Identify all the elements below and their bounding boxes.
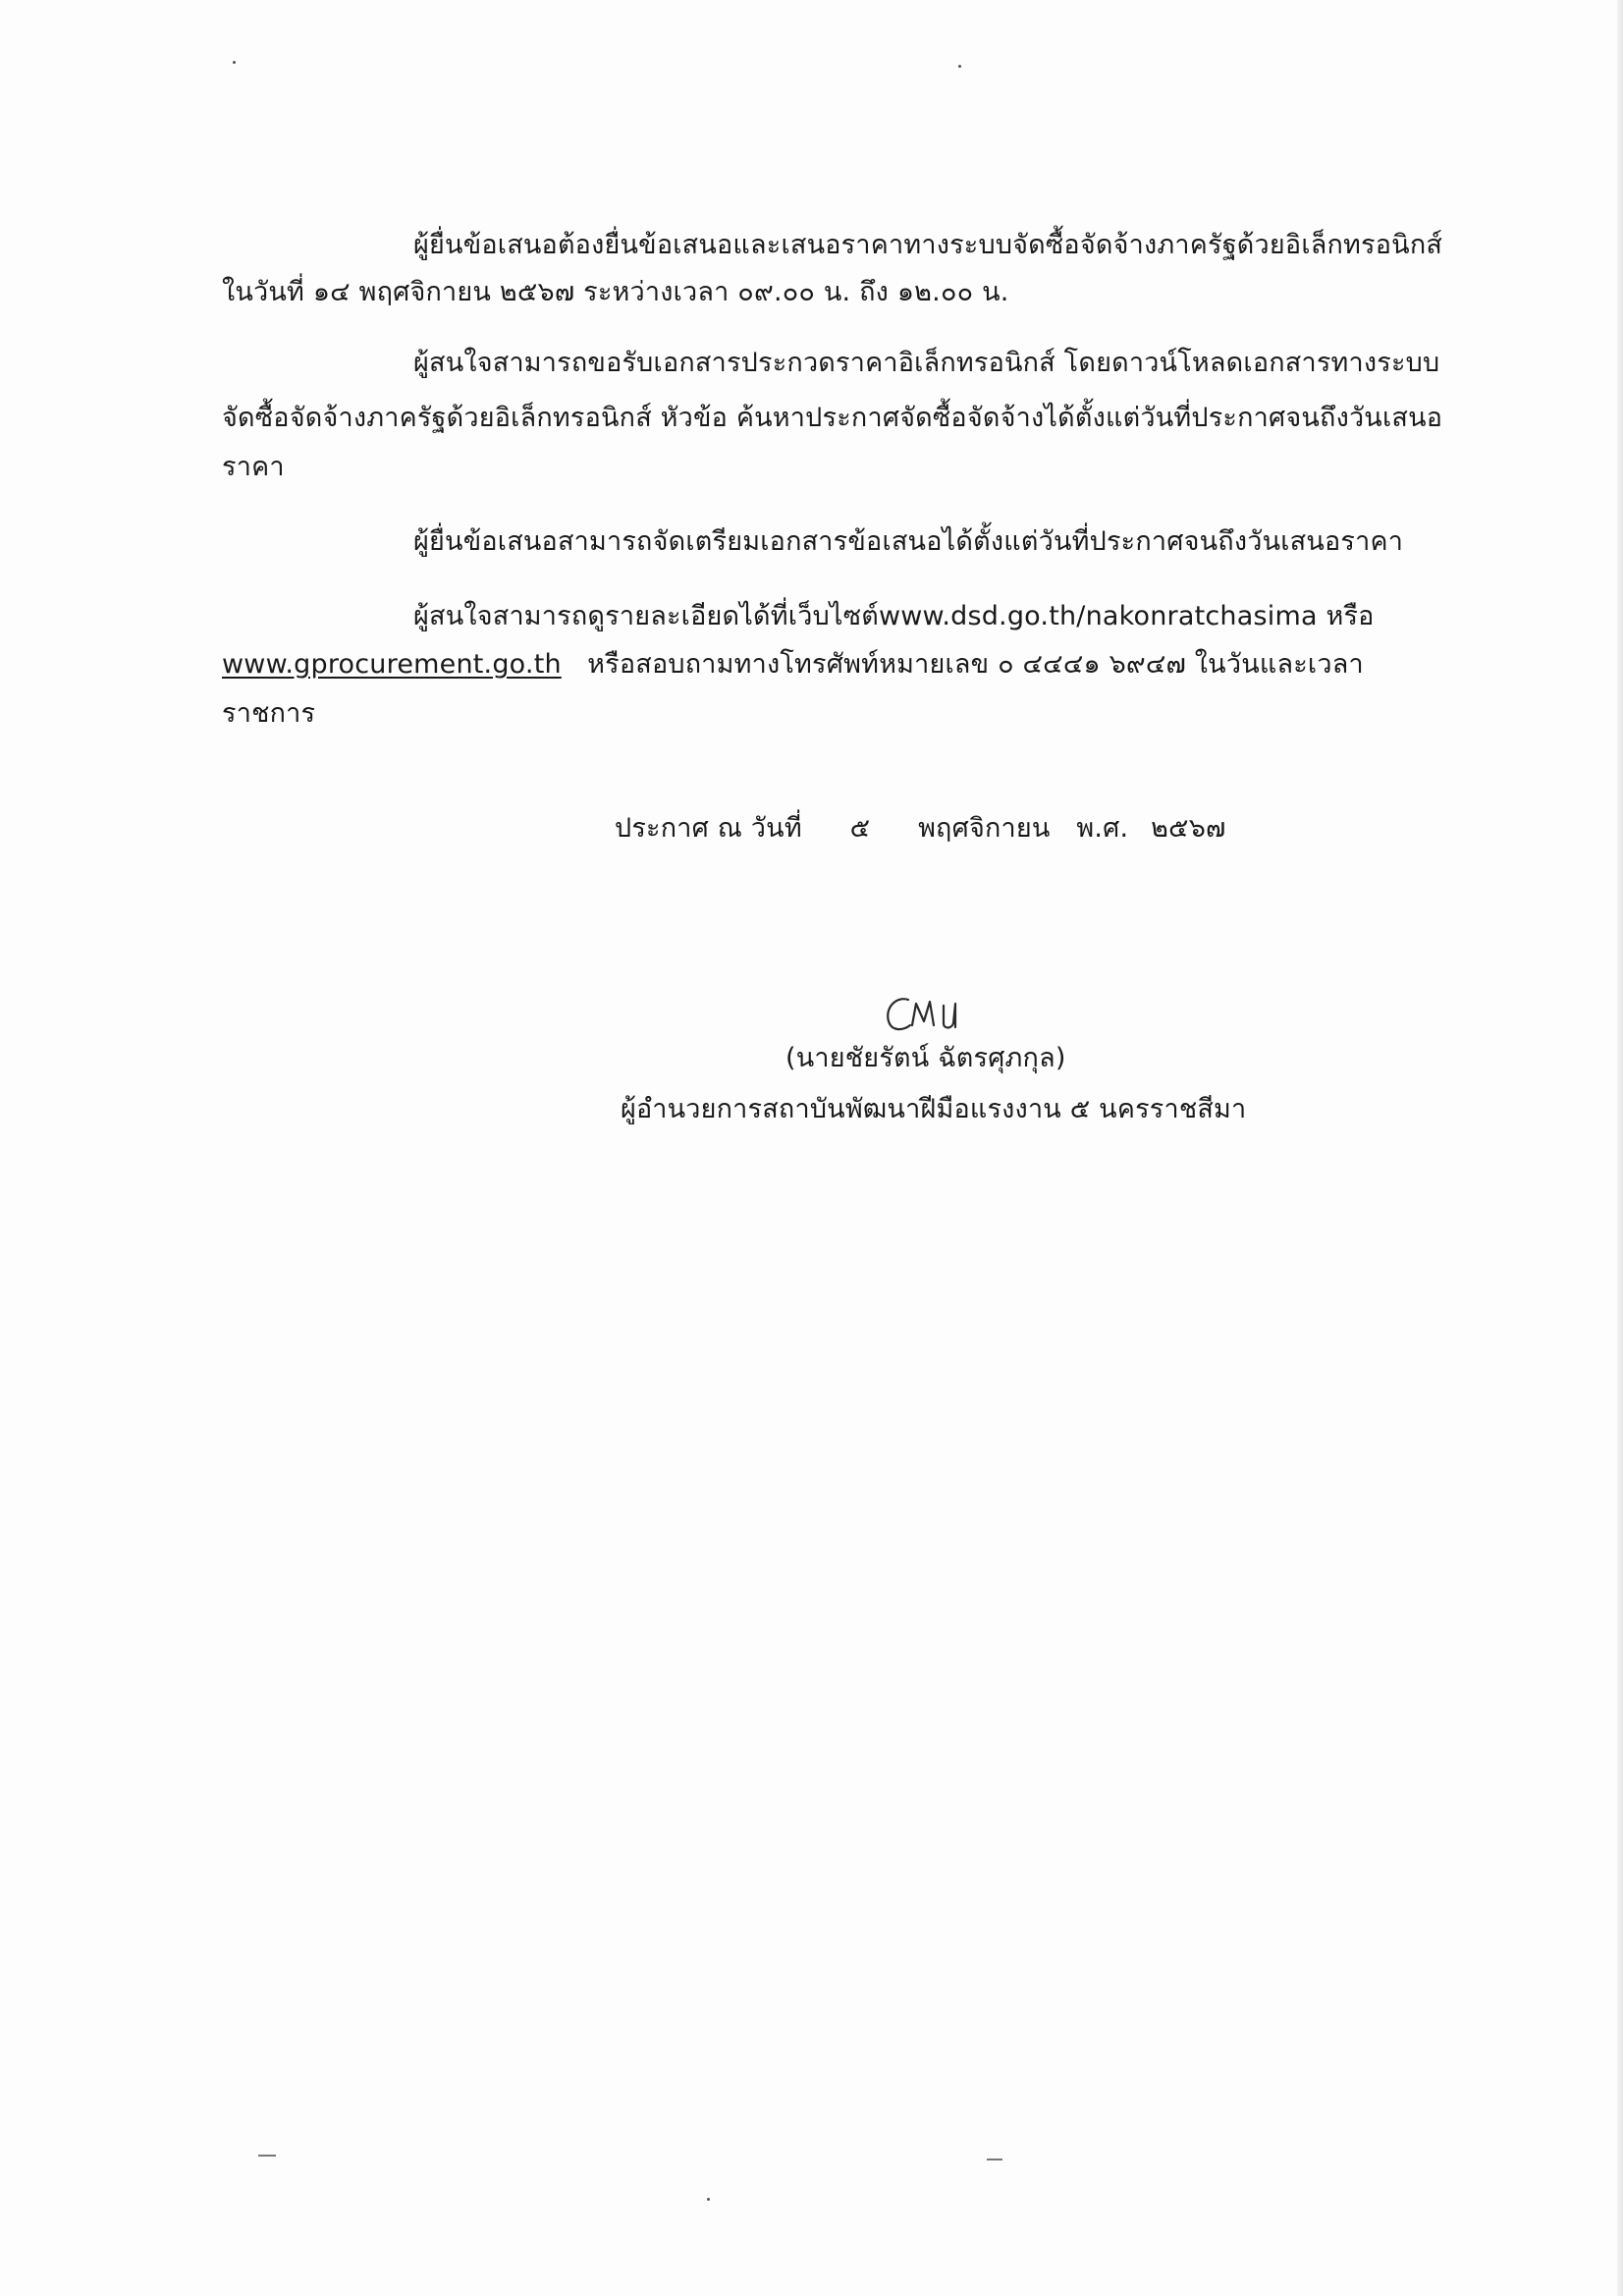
- signatory-name: (นายชัยรัตน์ ฉัตรศุภกุล): [785, 1043, 1066, 1073]
- paragraph-1-line-1: ผู้ยื่นข้อเสนอต้องยื่นข้อเสนอและเสนอราคาทางระบบจัดซื้อจัดจ้างภาครัฐด้วยอิเล็กทรอนิกส์: [413, 230, 1443, 260]
- announcement-era: พ.ศ.: [1076, 813, 1129, 844]
- signatory-title: ผู้อำนวยการสถาบันพัฒนาฝีมือแรงงาน ๕ นครราชสีมา: [621, 1094, 1247, 1124]
- paragraph-1-line-2: ในวันที่ ๑๔ พฤศจิกายน ๒๕๖๗ ระหว่างเวลา ๐๙.๐๐ น. ถึง ๑๒.๐๐ น.: [222, 277, 1009, 307]
- announcement-day: ๕: [849, 813, 871, 844]
- paragraph-4-line-2-text: หรือสอบถามทางโทรศัพท์หมายเลข ๐ ๔๔๔๑ ๖๙๔๗ ในวันและเวลา: [587, 649, 1364, 680]
- scan-mark: [258, 2155, 276, 2157]
- announcement-month: พฤศจิกายน: [918, 813, 1051, 844]
- announcement-year: ๒๕๖๗: [1151, 813, 1226, 844]
- page-edge-shadow: [1617, 0, 1623, 2296]
- announcement-date: [615, 809, 1226, 848]
- scan-speck: [958, 65, 961, 68]
- paragraph-4-line-3: ราชการ: [222, 698, 316, 729]
- announcement-prefix: ประกาศ ณ วันที่: [615, 813, 802, 844]
- scan-speck: [707, 2198, 710, 2201]
- paragraph-2-line-3: ราคา: [222, 452, 285, 482]
- paragraph-3-line-1: ผู้ยื่นข้อเสนอสามารถจัดเตรียมเอกสารข้อเสนอได้ตั้งแต่วันที่ประกาศจนถึงวันเสนอราคา: [413, 526, 1404, 557]
- scan-speck: [233, 61, 236, 64]
- paragraph-2-line-2: จัดซื้อจัดจ้างภาครัฐด้วยอิเล็กทรอนิกส์ หัวข้อ ค้นหาประกาศจัดซื้อจัดจ้างได้ตั้งแต่วันที่ประกาศจนถึงวันเสนอ: [222, 403, 1443, 433]
- paragraph-2-line-1: ผู้สนใจสามารถขอรับเอกสารประกวดราคาอิเล็กทรอนิกส์ โดยดาวน์โหลดเอกสารทางระบบ: [413, 348, 1440, 378]
- gprocurement-link[interactable]: www.gprocurement.go.th: [222, 649, 562, 680]
- paragraph-4-line-2: [222, 645, 1364, 684]
- paragraph-4-line-1: ผู้สนใจสามารถดูรายละเอียดได้ที่เว็บไซต์www.dsd.go.th/nakonratchasima หรือ: [413, 601, 1375, 631]
- scan-mark: [987, 2159, 1002, 2160]
